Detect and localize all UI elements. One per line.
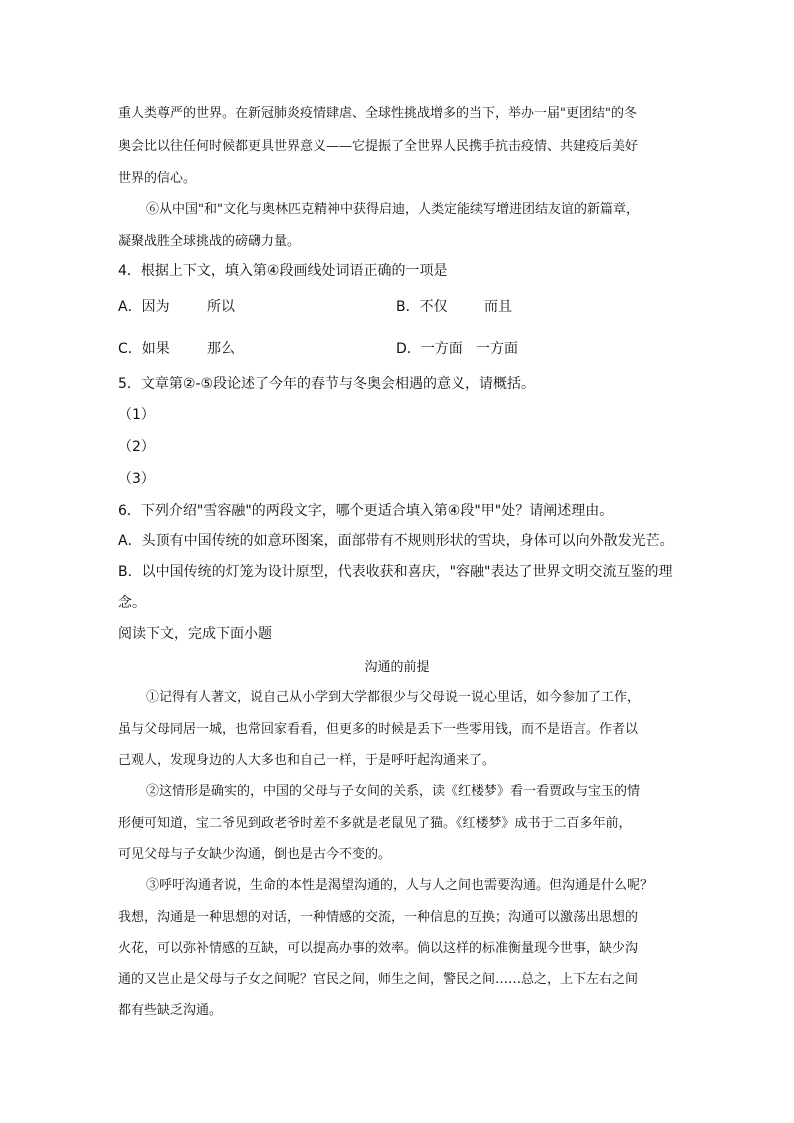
passage2-line-6: 可见父母与子女缺少沟通，倒也是古今不变的。 [118,847,392,862]
passage2-line-9: 火花，可以弥补情感的互缺，可以提高办事的效率。倘以这样的标准衡量现今世事，缺少沟 [118,941,639,956]
passage2-line-5: 形便可知道，宝二爷见到政老爷时差不多就是老鼠见了猫。《红楼梦》成书于二百多年前， [118,816,632,831]
q4-option-d-text: 一方面 [476,341,518,357]
q6-option-b-line-2: 念。 [118,595,146,611]
passage2-line-2: 虽与父母同居一城，也常回家看看，但更多的时候是丢下一些零用钱，而不是语言。作者以 [118,722,639,737]
passage1-line-2: 奥会比以往任何时候都更具世界意义——它提振了全世界人民携手抗击疫情、共建疫后美好 [118,139,639,154]
passage1-line-3: 世界的信心。 [118,171,197,186]
q4-option-a-label: A．因为 [118,299,170,315]
reading-instruction: 阅读下文，完成下面小题 [118,626,272,642]
passage1-paragraph-6-line-2: 凝聚战胜全球挑战的磅礴力量。 [118,234,301,249]
question-6-stem: 6．下列介绍"雪容融"的两段文字，哪个更适合填入第④段"甲"处？请阐述理由。 [118,503,614,519]
passage2-line-4: ②这情形是确实的，中国的父母与子女间的关系，读《红楼梦》看一看贾政与宝玉的情 [146,784,641,799]
passage1-paragraph-6-line-1: ⑥从中国"和"文化与奥林匹克精神中获得启迪，人类定能续写增进团结友谊的新篇章， [146,202,639,217]
q4-option-a-text: 所以 [207,299,235,315]
question-5-stem: 5．文章第②-⑤段论述了今年的春节与冬奥会相遇的意义，请概括。 [118,376,536,392]
passage2-line-1: ①记得有人著文，说自己从小学到大学都很少与父母说一说心里话，如今参加了工作， [146,690,641,705]
q4-option-d-label: D．一方面 [396,341,463,357]
passage2-line-8: 我想，沟通是一种思想的对话，一种情感的交流，一种信息的互换；沟通可以激荡出思想的 [118,910,639,925]
q4-option-b-text: 而且 [484,299,512,315]
q4-option-c-label: C．如果 [118,341,170,357]
q5-blank-2: （2） [118,439,155,455]
passage2-line-7: ③呼吁沟通者说，生命的本性是渴望沟通的，人与人之间也需要沟通。但沟通是什么呢？ [146,878,654,893]
passage1-line-1: 重人类尊严的世界。在新冠肺炎疫情肆虐、全球性挑战增多的当下，举办一届"更团结"的冬 [118,106,637,121]
q5-blank-3: （3） [118,471,155,487]
q4-option-b-label: B．不仅 [396,299,448,315]
passage2-line-11: 都有些缺乏沟通。 [118,1003,223,1018]
q6-option-b-line-1: B．以中国传统的灯笼为设计原型，代表收获和喜庆，"容融"表达了世界文明交流互鉴的理 [118,564,673,580]
question-4-stem: 4．根据上下文，填入第④段画线处词语正确的一项是 [118,263,448,279]
passage2-line-10: 通的又岂止是父母与子女之间呢？官民之间，师生之间，警民之间……总之，上下左右之间 [118,972,639,987]
q4-option-c-text: 那么 [207,341,235,357]
passage2-line-3: 己观人，发现身边的人大多也和自己一样，于是呼吁起沟通来了。 [118,753,496,768]
q5-blank-1: （1） [118,407,155,423]
passage2-title: 沟通的前提 [364,660,430,675]
q6-option-a: A．头顶有中国传统的如意环图案，面部带有不规则形状的雪块，身体可以向外散发光芒。 [118,533,674,549]
